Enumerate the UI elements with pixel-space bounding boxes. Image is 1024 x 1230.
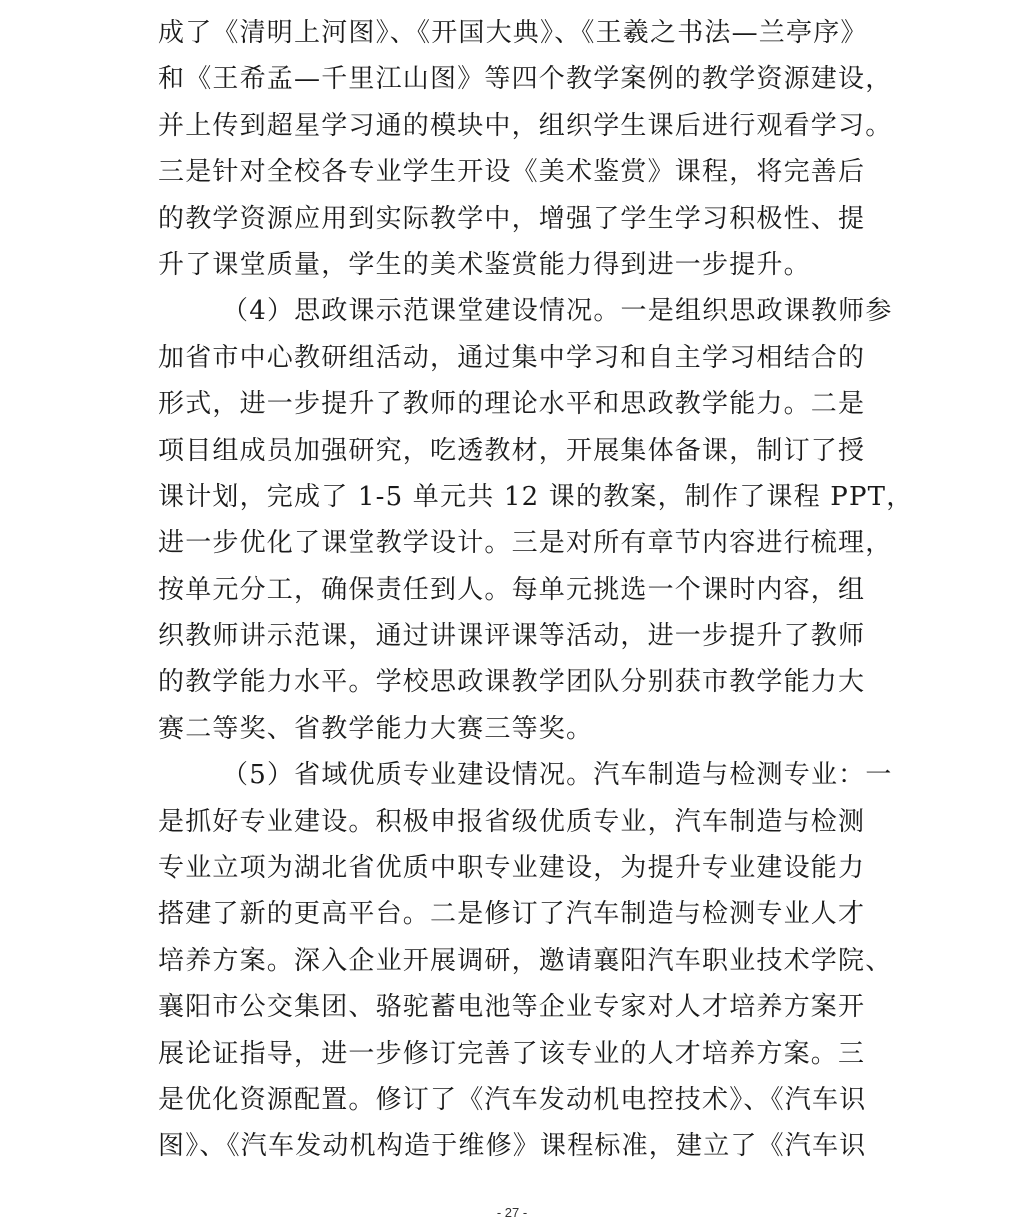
text-line: 课计划，完成了 1-5 单元共 12 课的教案，制作了课程 PPT，	[158, 481, 914, 512]
text-line: 成了《清明上河图》、《开国大典》、《王羲之书法—兰亭序》	[158, 18, 868, 48]
text-line: 加省市中心教研组活动，通过集中学习和自主学习相结合的	[158, 342, 866, 373]
text-line: 项目组成员加强研究，吃透教材，开展集体备课，制订了授	[158, 435, 866, 466]
text-line: 图》、《汽车发动机构造于维修》课程标准，建立了《汽车识	[158, 1131, 867, 1162]
text-line: 按单元分工，确保责任到人。每单元挑选一个课时内容，组	[158, 574, 866, 605]
text-line: 展论证指导，进一步修订完善了该专业的人才培养方案。三	[158, 1038, 866, 1069]
text-line: 进一步优化了课堂教学设计。三是对所有章节内容进行梳理，	[158, 528, 893, 559]
text-line: 升了课堂质量，学生的美术鉴赏能力得到进一步提升。	[158, 249, 811, 280]
text-line: 并上传到超星学习通的模块中，组织学生课后进行观看学习。	[158, 110, 893, 141]
text-line: 三是针对全校各专业学生开设《美术鉴赏》课程，将完善后	[158, 157, 866, 188]
text-line: 织教师讲示范课，通过讲课评课等活动，进一步提升了教师	[158, 621, 866, 652]
text-line: 是抓好专业建设。积极申报省级优质专业，汽车制造与检测	[158, 806, 866, 837]
text-line: 的教学能力水平。学校思政课教学团队分别获市教学能力大	[158, 667, 866, 698]
text-line: 赛二等奖、省教学能力大赛三等奖。	[158, 713, 594, 744]
text-line: 是优化资源配置。修订了《汽车发动机电控技术》、《汽车识	[158, 1084, 867, 1115]
text-line: 形式，进一步提升了教师的理论水平和思政教学能力。二是	[158, 389, 866, 420]
text-line: 搭建了新的更高平台。二是修订了汽车制造与检测专业人才	[158, 899, 866, 930]
text-line: 培养方案。深入企业开展调研，邀请襄阳汽车职业技术学院、	[158, 945, 893, 976]
body-text	[158, 10, 914, 1170]
text-line: 襄阳市公交集团、骆驼蓄电池等企业专家对人才培养方案开	[158, 992, 866, 1023]
text-line: 和《王希孟—千里江山图》等四个教学案例的教学资源建设，	[158, 64, 893, 95]
page-number: - 27 -	[496, 1205, 528, 1220]
text-line: 的教学资源应用到实际教学中，增强了学生学习积极性、提	[158, 203, 866, 234]
paragraph-5-start: （5）省域优质专业建设情况。汽车制造与检测专业：一	[222, 760, 893, 791]
text-line: 专业立项为湖北省优质中职专业建设，为提升专业建设能力	[158, 853, 866, 884]
paragraph-4-start: （4）思政课示范课堂建设情况。一是组织思政课教师参	[222, 296, 893, 327]
